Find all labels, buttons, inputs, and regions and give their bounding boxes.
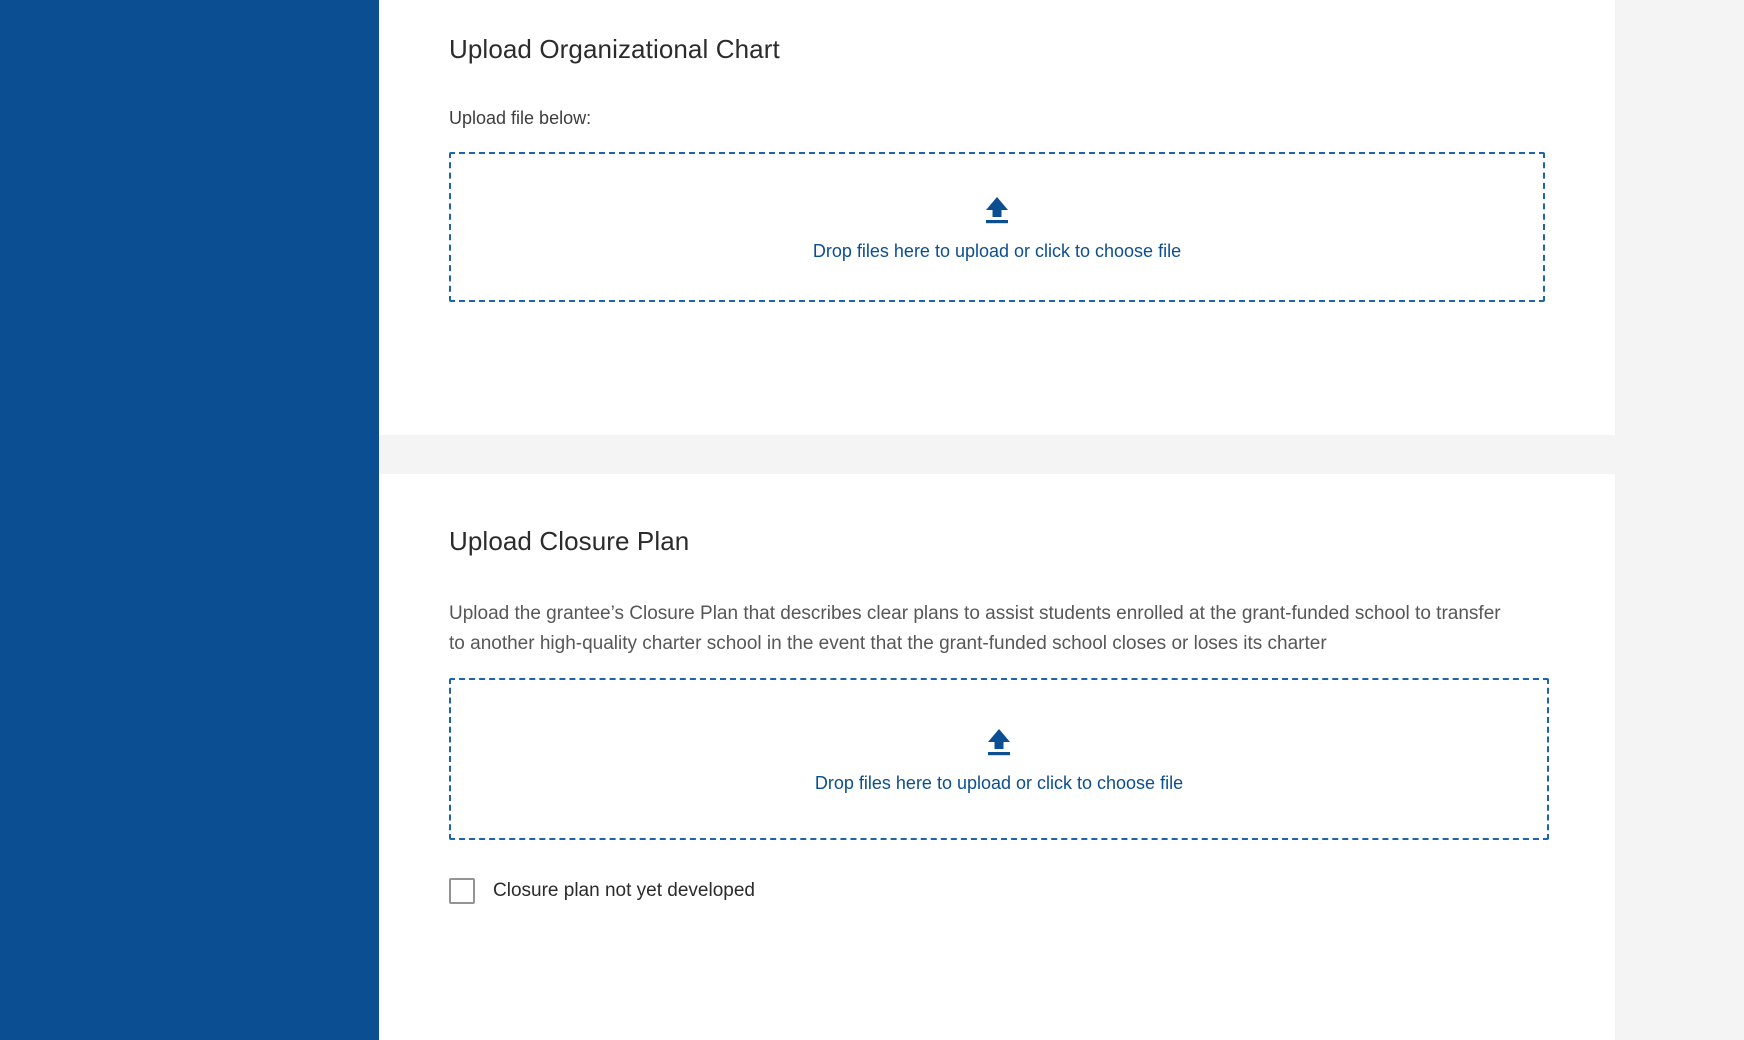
upload-closure-plan-card	[379, 474, 1615, 1040]
main-content	[379, 0, 1744, 1040]
closure-plan-dropzone[interactable]	[449, 678, 1549, 840]
upload-arrow-icon	[982, 725, 1016, 759]
org-chart-dropzone[interactable]	[449, 152, 1545, 302]
upload-organizational-chart-card	[379, 0, 1615, 435]
closure-plan-dropzone-label: Drop files here to upload or click to choose file	[814, 772, 1184, 793]
closure-plan-not-developed-label: Closure plan not yet developed	[493, 880, 755, 902]
upload-arrow-icon	[980, 193, 1014, 227]
closure-plan-title: Upload Closure Plan	[449, 526, 690, 557]
closure-plan-not-developed-checkbox[interactable]	[449, 878, 475, 904]
org-chart-dropzone-label: Drop files here to upload or click to choose file	[812, 240, 1182, 261]
page-title: Upload Organizational Chart	[449, 34, 780, 64]
card-separator	[379, 435, 1615, 475]
upload-file-label: Upload file below:	[449, 108, 592, 128]
sidebar	[0, 0, 379, 1040]
closure-plan-not-developed-row	[449, 878, 1545, 904]
closure-plan-description: Upload the grantee’s Closure Plan that describes clear plans to assist students enrolled at the grant-funded school to transfer to another high-quality charter school in the event that the grant-funded school closes or loses its charter	[449, 603, 1501, 654]
